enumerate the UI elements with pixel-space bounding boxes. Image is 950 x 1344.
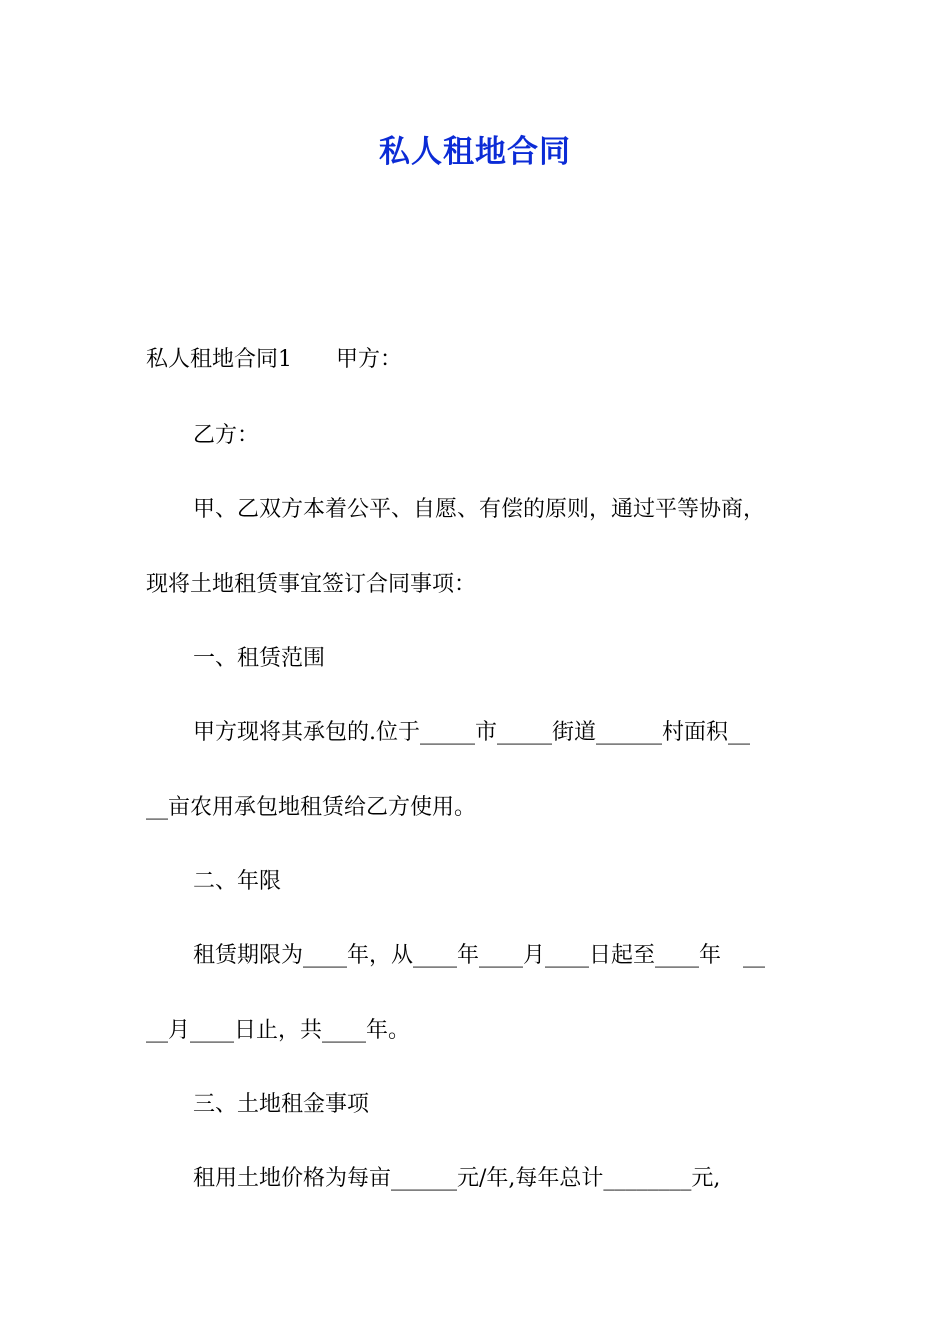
term-paragraph-line-2: __月____日止，共____年。 <box>146 1018 411 1043</box>
section-heading-rent: 三、土地租金事项 <box>193 1092 370 1117</box>
intro-paragraph-line-2: 现将土地租赁事宜签订合同事项： <box>146 572 477 597</box>
section-heading-scope: 一、租赁范围 <box>193 646 326 671</box>
scope-paragraph-line-2: __亩农用承包地租赁给乙方使用。 <box>146 795 477 820</box>
rent-paragraph-line-1: 租用土地价格为每亩______元/年,每年总计________元, <box>193 1166 721 1191</box>
section-heading-term: 二、年限 <box>193 869 282 894</box>
document-title: 私人租地合同 <box>379 134 571 170</box>
party-b-line: 乙方： <box>193 423 260 448</box>
term-paragraph-line-1: 租赁期限为____年，从____年____月____日起至____年 __ <box>193 943 766 968</box>
intro-paragraph-line-1: 甲、乙双方本着公平、自愿、有偿的原则，通过平等协商， <box>193 497 766 522</box>
scope-paragraph-line-1: 甲方现将其承包的.位于_____市_____街道______村面积__ <box>193 720 750 745</box>
contract-heading-party-a: 私人租地合同1 甲方： <box>146 347 402 372</box>
